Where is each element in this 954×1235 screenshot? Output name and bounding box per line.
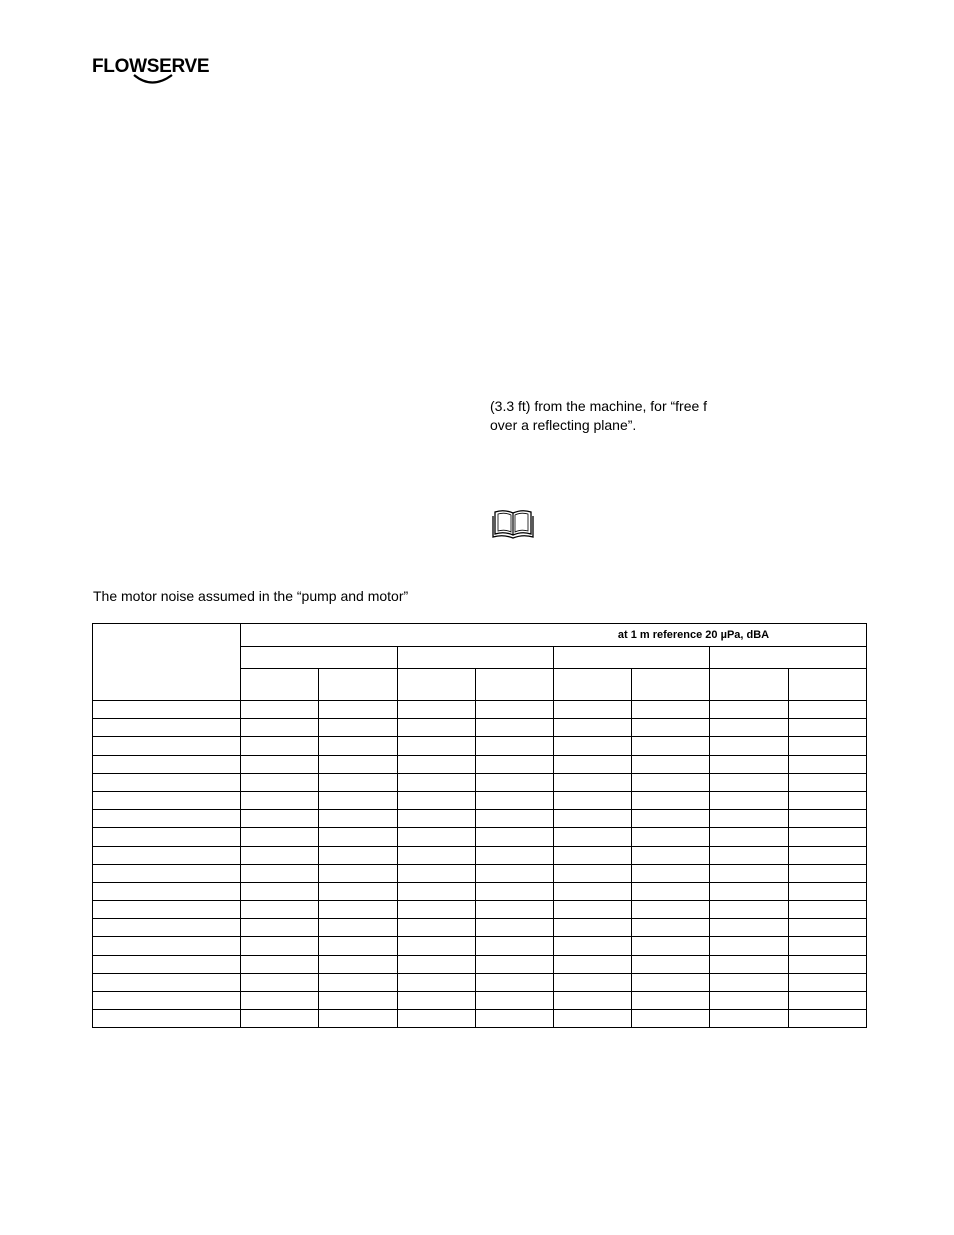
table-cell [319,937,398,955]
table-cell [476,846,554,864]
table-header-corner [93,624,241,701]
table-cell [319,773,398,791]
sub-column-header [319,669,398,701]
table-cell [789,992,867,1010]
table-cell [710,755,789,773]
table-row [93,701,867,719]
row-label-cell [93,937,241,955]
table-cell [554,955,632,973]
table-cell [789,719,867,737]
table-cell [789,1010,867,1028]
table-cell [632,1010,710,1028]
table-cell [319,955,398,973]
sub-column-header [554,669,632,701]
table-cell [398,719,476,737]
table-cell [476,773,554,791]
table-cell [476,810,554,828]
table-body [93,701,867,1028]
table-cell [789,937,867,955]
table-cell [398,737,476,755]
sub-column-header [632,669,710,701]
speed-group-header [554,647,710,669]
table-cell [789,755,867,773]
table-cell [789,919,867,937]
table-cell [476,919,554,937]
table-cell [398,937,476,955]
logo-wordmark: FLOWSERVE [92,56,210,77]
table-cell [398,791,476,809]
logo-swoosh-icon [132,72,176,88]
table-cell [241,846,319,864]
table-cell [632,701,710,719]
table-header-title [241,624,867,647]
table-cell [241,810,319,828]
table-cell [398,755,476,773]
table-row [93,755,867,773]
table-cell [398,864,476,882]
table-row [93,992,867,1010]
table-cell [241,773,319,791]
sub-column-header [476,669,554,701]
table-cell [398,973,476,991]
speed-group-header [398,647,554,669]
table-cell [632,992,710,1010]
row-label-cell [93,737,241,755]
motor-noise-note: The motor noise assumed in the “pump and motor” [93,588,409,604]
speed-group-header [710,647,867,669]
table-cell [632,810,710,828]
table-cell [241,992,319,1010]
table-cell [632,828,710,846]
row-label-cell [93,901,241,919]
table-cell [554,737,632,755]
table-cell [319,864,398,882]
row-label-cell [93,846,241,864]
table-row [93,955,867,973]
table-cell [241,791,319,809]
table-cell [476,973,554,991]
table-cell [319,719,398,737]
table-cell [476,719,554,737]
table-cell [241,755,319,773]
table-cell [241,919,319,937]
table-cell [319,737,398,755]
table-header-row-1 [93,624,867,647]
table-cell [241,937,319,955]
table-cell [319,701,398,719]
table-cell [632,773,710,791]
table-row [93,864,867,882]
open-book-icon [492,508,534,540]
table-cell [632,955,710,973]
table-cell [554,755,632,773]
row-label-cell [93,919,241,937]
flowserve-logo [92,54,212,90]
table-cell [789,737,867,755]
table-cell [241,901,319,919]
table-cell [319,973,398,991]
table-cell [319,791,398,809]
table-cell [476,955,554,973]
table-cell [710,1010,789,1028]
table-cell [710,992,789,1010]
table-cell [241,955,319,973]
table-cell [319,919,398,937]
sub-column-header [241,669,319,701]
table-cell [554,810,632,828]
table-cell [476,901,554,919]
table-cell [476,882,554,900]
row-label-cell [93,773,241,791]
noise-level-table [92,623,867,1028]
table-cell [554,901,632,919]
table-row [93,791,867,809]
table-cell [476,828,554,846]
table-row [93,773,867,791]
table-cell [241,864,319,882]
table-cell [398,919,476,937]
table-cell [789,773,867,791]
table-cell [789,828,867,846]
table-cell [632,755,710,773]
row-label-cell [93,992,241,1010]
table-cell [554,828,632,846]
table-cell [398,810,476,828]
table-header-text: at 1 m reference 20 µPa, dBA [617,629,770,641]
table-cell [476,791,554,809]
table-cell [398,901,476,919]
table-cell [241,737,319,755]
table-cell [789,955,867,973]
row-label-cell [93,864,241,882]
table-cell [554,973,632,991]
table-cell [789,846,867,864]
row-label-cell [93,719,241,737]
table-cell [319,882,398,900]
table-row [93,719,867,737]
table-row [93,810,867,828]
table-cell [710,791,789,809]
right-text-line-2: over a reflecting plane”. [490,417,637,433]
row-label-cell [93,955,241,973]
table-cell [319,992,398,1010]
table-cell [710,882,789,900]
table-cell [476,937,554,955]
table-cell [319,828,398,846]
speed-group-header [241,647,398,669]
sub-column-header [398,669,476,701]
table-cell [710,773,789,791]
table-cell [476,1010,554,1028]
table-cell [398,701,476,719]
table-cell [476,992,554,1010]
table-cell [241,973,319,991]
table-cell [710,864,789,882]
table-cell [398,992,476,1010]
row-label-cell [93,810,241,828]
table-row [93,937,867,955]
table-row [93,919,867,937]
table-cell [554,701,632,719]
table-cell [632,901,710,919]
table-cell [554,791,632,809]
table-cell [398,828,476,846]
table-cell [554,937,632,955]
table-cell [710,919,789,937]
table-cell [554,864,632,882]
table-row [93,882,867,900]
table-cell [476,737,554,755]
table-cell [241,719,319,737]
right-text-line-1: (3.3 ft) from the machine, for “free f [490,398,708,414]
sub-column-header [789,669,867,701]
table-cell [632,864,710,882]
table-cell [710,719,789,737]
table-cell [398,882,476,900]
row-label-cell [93,755,241,773]
table-cell [710,737,789,755]
table-cell [554,882,632,900]
table-cell [398,955,476,973]
table-cell [554,992,632,1010]
table-cell [476,864,554,882]
table-cell [554,1010,632,1028]
table-row [93,973,867,991]
table-cell [789,791,867,809]
table-cell [632,846,710,864]
table-cell [554,846,632,864]
sub-column-header [710,669,789,701]
table-cell [241,882,319,900]
table-cell [398,773,476,791]
table-cell [319,755,398,773]
table-cell [632,737,710,755]
table-cell [789,901,867,919]
table-cell [241,701,319,719]
table-cell [319,1010,398,1028]
table-cell [241,1010,319,1028]
table-cell [319,810,398,828]
table-row [93,828,867,846]
table-cell [710,846,789,864]
row-label-cell [93,973,241,991]
table-cell [319,901,398,919]
row-label-cell [93,882,241,900]
table-cell [710,973,789,991]
table-cell [789,973,867,991]
row-label-cell [93,701,241,719]
right-column-text [490,397,707,435]
table-cell [710,701,789,719]
table-cell [632,937,710,955]
table-cell [789,810,867,828]
table-cell [554,719,632,737]
table-cell [789,864,867,882]
table-cell [398,846,476,864]
table-row [93,846,867,864]
table-cell [632,882,710,900]
row-label-cell [93,1010,241,1028]
table-cell [710,955,789,973]
table-cell [398,1010,476,1028]
table-cell [632,791,710,809]
table-cell [476,755,554,773]
table-cell [710,901,789,919]
table-row [93,1010,867,1028]
table-cell [632,719,710,737]
table-cell [476,701,554,719]
table-cell [632,919,710,937]
row-label-cell [93,791,241,809]
table-cell [710,937,789,955]
table-cell [554,919,632,937]
table-cell [554,773,632,791]
table-cell [789,701,867,719]
table-cell [710,810,789,828]
table-cell [241,828,319,846]
table-cell [710,828,789,846]
table-cell [789,882,867,900]
table-cell [632,973,710,991]
row-label-cell [93,828,241,846]
table-row [93,737,867,755]
table-row [93,901,867,919]
table-cell [319,846,398,864]
